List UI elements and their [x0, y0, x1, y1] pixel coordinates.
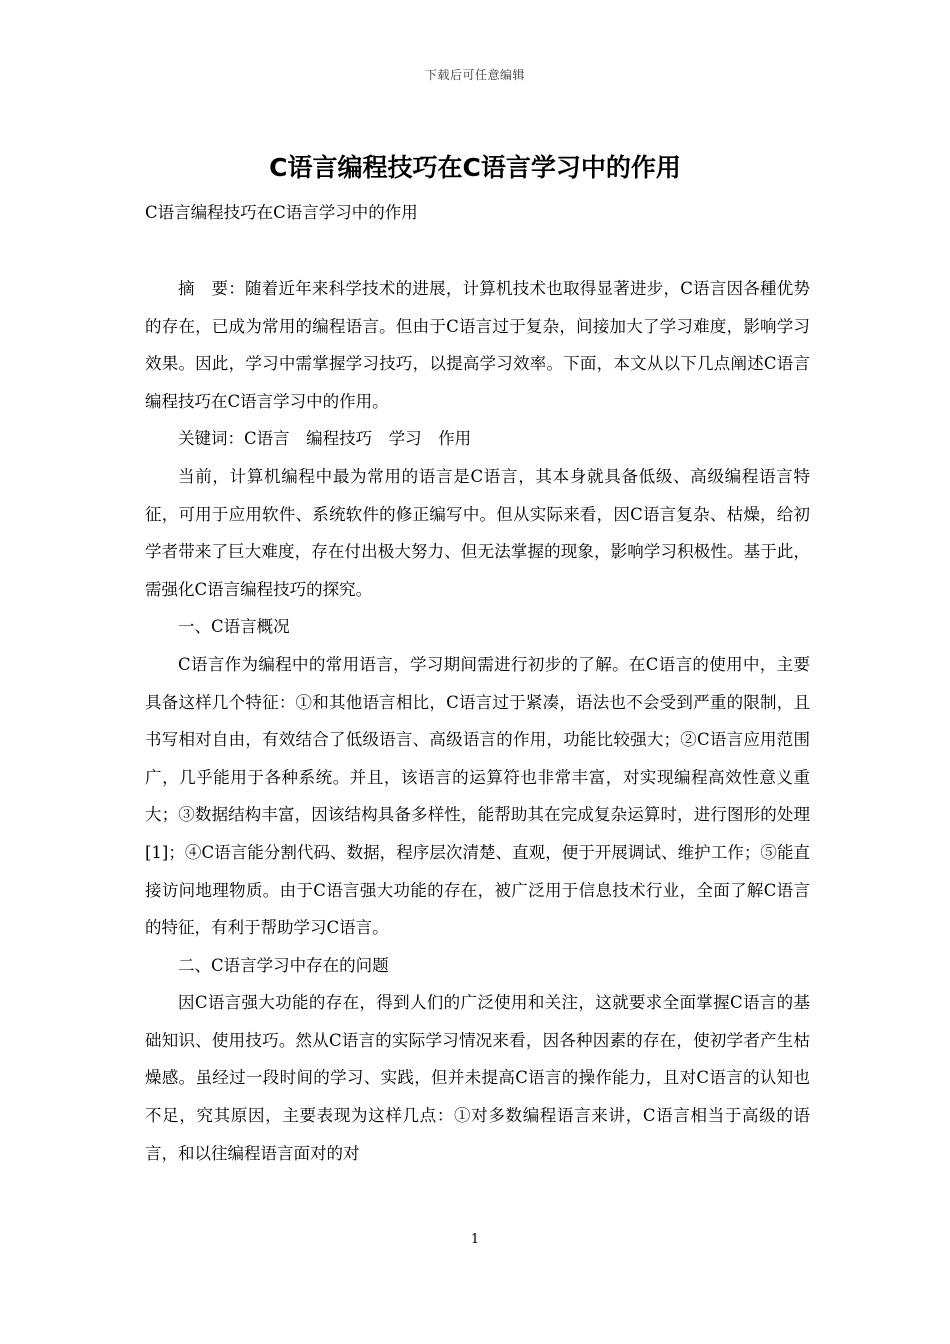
header-note: 下载后可任意编辑: [424, 68, 525, 82]
section-heading-1: 一、C语言概况: [178, 617, 290, 637]
section-heading-2: 二、C语言学习中存在的问题: [178, 955, 389, 975]
page-number: 1: [470, 1232, 480, 1247]
intro-paragraph: 当前，计算机编程中最为常用的语言是C语言，其本身就具备低级、高级编程语言特征，可用于应用软件、系统软件的修正编写中。但从实际来看，因C语言复杂、枯燥，给初学者带来了巨大难度，存在付出极大努力、但无法掌握的现象，影响学习积极性。基于此，需强化C语言编程技巧的探究。: [145, 466, 810, 599]
document-title: C语言编程技巧在C语言学习中的作用: [269, 153, 681, 182]
document-body: [145, 270, 810, 1172]
keywords-paragraph: 关键词：C语言 编程技巧 学习 作用: [178, 429, 472, 449]
section-1-paragraph: C语言作为编程中的常用语言，学习期间需进行初步的了解。在C语言的使用中，主要具备这样几个特征：①和其他语言相比，C语言过于紧凑，语法也不会受到严重的限制，且书写相对自由，有效结合了低级语言、高级语言的作用，功能比较强大；②C语言应用范围广，几乎能用于各种系统。并且，该语言的运算符也非常丰富，对实现编程高效性意义重大；③数据结构丰富，因该结构具备多样性，能帮助其在完成复杂运算时，进行图形的处理[1]；④C语言能分割代码、数据，程序层次清楚、直观，便于开展调试、维护工作；⑤能直接访问地理物质。由于C语言强大功能的存在，被广泛用于信息技术行业，全面了解C语言的特征，有利于帮助学习C语言。: [145, 654, 810, 938]
document-subtitle: C语言编程技巧在C语言学习中的作用: [145, 203, 418, 222]
section-2-paragraph: 因C语言强大功能的存在，得到人们的广泛使用和关注，这就要求全面掌握C语言的基础知识、使用技巧。然从C语言的实际学习情况来看，因各种因素的存在，使初学者产生枯燥感。虽经过一段时间的学习、实践，但并未提高C语言的操作能力，且对C语言的认知也不足，究其原因，主要表现为这样几点：①对多数编程语言来讲，C语言相当于高级的语言，和以往编程语言面对的对: [145, 993, 810, 1163]
abstract-paragraph: 摘 要：随着近年来科学技术的进展，计算机技术也取得显著进步，C语言因各種优势的存在，已成为常用的编程语言。但由于C语言过于复杂，间接加大了学习难度，影响学习效果。因此，学习中需掌握学习技巧，以提高学习效率。下面，本文从以下几点阐述C语言编程技巧在C语言学习中的作用。: [145, 279, 810, 411]
